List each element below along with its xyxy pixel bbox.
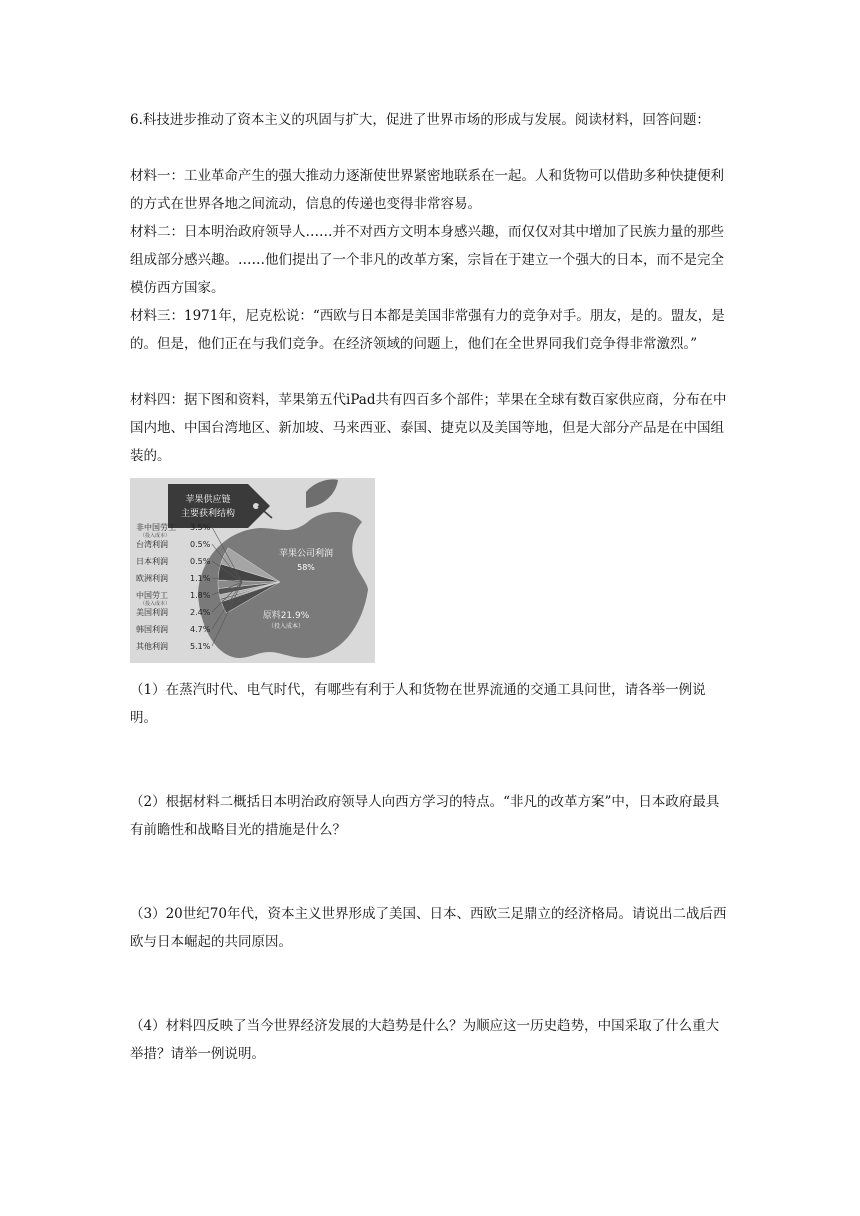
apple-profit-figure — [130, 478, 375, 663]
material-2: 材料二：日本明治政府领导人……并不对西方文明本身感兴趣，而仅仅对其中增加了民族力量的那些组成部分感兴趣。……他们提出了一个非凡的改革方案，宗旨在于建立一个强大的日本，而不是完全模仿西方国家。 — [130, 224, 724, 296]
material-cost-label: 原料21.9% — [262, 611, 310, 621]
sub-question-3: （3）20世纪70年代，资本主义世界形成了美国、日本、西欧三足鼎立的经济格局。请说出二战后西欧与日本崛起的共同原因。 — [130, 906, 727, 950]
legend-label: 中国劳工 — [136, 591, 168, 600]
legend-label: 其他利润 — [136, 642, 168, 651]
sub-question-1: （1）在蒸汽时代、电气时代，有哪些有利于人和货物在世界流通的交通工具问世，请各举一例说明。 — [130, 682, 706, 726]
legend-value: 5.1% — [190, 642, 211, 651]
legend-label: 非中国劳工 — [136, 523, 176, 532]
legend-value: 0.5% — [190, 540, 211, 549]
sub-question-4: （4）材料四反映了当今世界经济发展的大趋势是什么？为顺应这一历史趋势，中国采取了什么重大举措？请举一例说明。 — [130, 1018, 720, 1062]
material-4: 材料四：据下图和资料，苹果第五代iPad共有四百多个部件；苹果在全球有数百家供应商，分布在中国内地、中国台湾地区、新加坡、马来西亚、泰国、捷克以及美国等地，但是大部分产品是在中国组装的。 — [130, 392, 727, 464]
sub-question-2: （2）根据材料二概括日本明治政府领导人向西方学习的特点。“非凡的改革方案”中，日本政府最具有前瞻性和战略目光的措施是什么？ — [130, 794, 720, 838]
legend-label: 欧洲利润 — [136, 574, 168, 583]
chart-title-tag — [168, 484, 272, 528]
legend-label: 日本利润 — [136, 557, 168, 566]
apple-profit-value: 58% — [297, 563, 315, 572]
apple-profit-label: 苹果公司利润 — [278, 549, 334, 559]
legend-label: 韩国利润 — [136, 625, 168, 634]
legend-value: 0.5% — [190, 557, 211, 566]
legend-note: （投入成本） — [140, 601, 171, 607]
tag-line-1: 苹果供应链 — [185, 495, 231, 505]
material-3: 材料三：1971年，尼克松说：“西欧与日本都是美国非常强有力的竞争对手。朋友，是的。盟友，是的。但是，他们正在与我们竞争。在经济领域的问题上，他们在全世界同我们竞争得非常激烈。” — [130, 308, 725, 352]
apple-profit-chart — [130, 478, 375, 663]
material-cost-note: （投入成本） — [267, 623, 305, 630]
legend-value: 2.4% — [190, 608, 211, 617]
legend-value: 1.1% — [190, 574, 211, 583]
material-1: 材料一：工业革命产生的强大推动力逐渐使世界紧密地联系在一起。人和货物可以借助多种快捷便利的方式在世界各地之间流动，信息的传递也变得非常容易。 — [130, 168, 724, 212]
legend-value: 4.7% — [190, 625, 211, 634]
legend-label: 美国利润 — [136, 608, 168, 617]
legend-value: 3.5% — [190, 523, 211, 532]
question-intro: 6.科技进步推动了资本主义的巩固与扩大，促进了世界市场的形成与发展。阅读材料，回答问题： — [130, 112, 710, 128]
apple-leaf-icon — [306, 479, 338, 508]
legend-label: 台湾利润 — [136, 540, 168, 549]
legend-note: （投入成本） — [140, 533, 171, 539]
tag-line-2: 主要获利结构 — [180, 509, 236, 519]
legend-value: 1.8% — [190, 591, 211, 600]
